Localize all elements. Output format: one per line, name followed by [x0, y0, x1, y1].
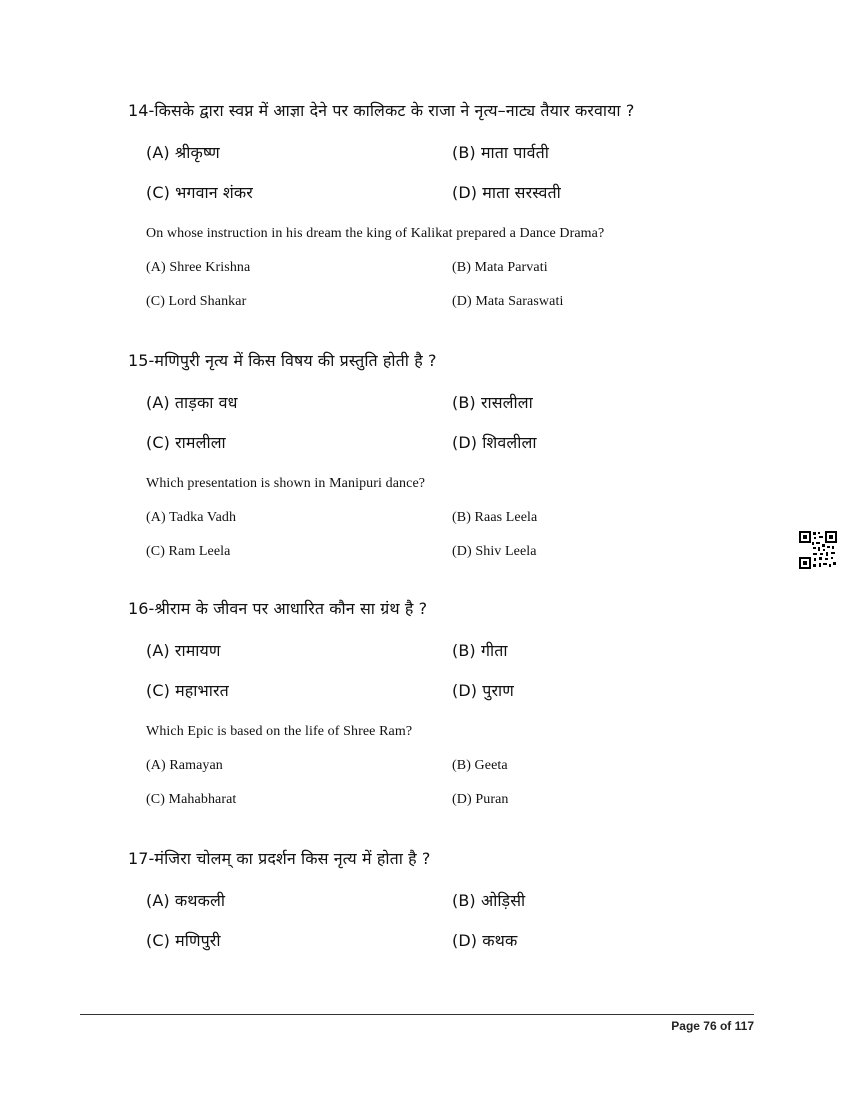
question-14-english-option-c: (C) Lord Shankar [146, 294, 247, 309]
question-16-english-option-d: (D) Puran [452, 792, 509, 807]
question-15-hindi-option-c: (C) रामलीला [146, 433, 226, 452]
question-15-english-option-c: (C) Ram Leela [146, 544, 231, 559]
question-14-hindi-option-d: (D) माता सरस्वती [452, 183, 561, 202]
question-15-hindi-option-a: (A) ताड़का वध [146, 393, 238, 412]
question-14-english-text: On whose instruction in his dream the king of Kalikat prepared a Dance Drama? [146, 226, 605, 241]
question-15-hindi-option-d: (D) शिवलीला [452, 433, 537, 452]
question-14-hindi-option-b: (B) माता पार्वती [452, 143, 550, 162]
qr-code-icon [798, 530, 838, 570]
page-number: Page 76 of 117 [671, 1019, 754, 1033]
question-15-english-option-a: (A) Tadka Vadh [146, 510, 237, 525]
question-16-hindi-option-a: (A) रामायण [146, 641, 221, 660]
question-14-english-option-b: (B) Mata Parvati [452, 260, 548, 275]
question-17-hindi-option-a: (A) कथकली [146, 891, 226, 910]
question-15-hindi-text: 15-मणिपुरी नृत्य में किस विषय की प्रस्तुति होती है ? [128, 351, 437, 370]
footer-divider [80, 1014, 754, 1015]
question-16-english-option-b: (B) Geeta [452, 758, 508, 773]
question-15-english-option-d: (D) Shiv Leela [452, 544, 537, 559]
question-17-hindi-text: 17-मंजिरा चोलम् का प्रदर्शन किस नृत्य में होता है ? [128, 849, 431, 868]
question-17-hindi-option-b: (B) ओड़िसी [452, 891, 526, 910]
question-14-hindi-text: 14-किसके द्वारा स्वप्न में आज्ञा देने पर कालिकट के राजा ने नृत्य–नाट्य तैयार करवाया ? [128, 101, 635, 120]
question-14-hindi-option-c: (C) भगवान शंकर [146, 183, 253, 202]
question-16-english-text: Which Epic is based on the life of Shree Ram? [146, 724, 413, 739]
question-14-english-option-d: (D) Mata Saraswati [452, 294, 564, 309]
question-16-english-option-c: (C) Mahabharat [146, 792, 237, 807]
question-17-hindi-option-c: (C) मणिपुरी [146, 931, 221, 950]
question-14-hindi-option-a: (A) श्रीकृष्ण [146, 143, 220, 162]
question-16-hindi-option-b: (B) गीता [452, 641, 508, 660]
question-15-english-text: Which presentation is shown in Manipuri dance? [146, 476, 426, 491]
question-16-hindi-text: 16-श्रीराम के जीवन पर आधारित कौन सा ग्रंथ है ? [128, 599, 428, 618]
question-17-hindi-option-d: (D) कथक [452, 931, 518, 950]
question-16-english-option-a: (A) Ramayan [146, 758, 223, 773]
question-15-english-option-b: (B) Raas Leela [452, 510, 538, 525]
question-16-hindi-option-d: (D) पुराण [452, 681, 514, 700]
question-14-english-option-a: (A) Shree Krishna [146, 260, 251, 275]
question-15-hindi-option-b: (B) रासलीला [452, 393, 533, 412]
question-16-hindi-option-c: (C) महाभारत [146, 681, 229, 700]
